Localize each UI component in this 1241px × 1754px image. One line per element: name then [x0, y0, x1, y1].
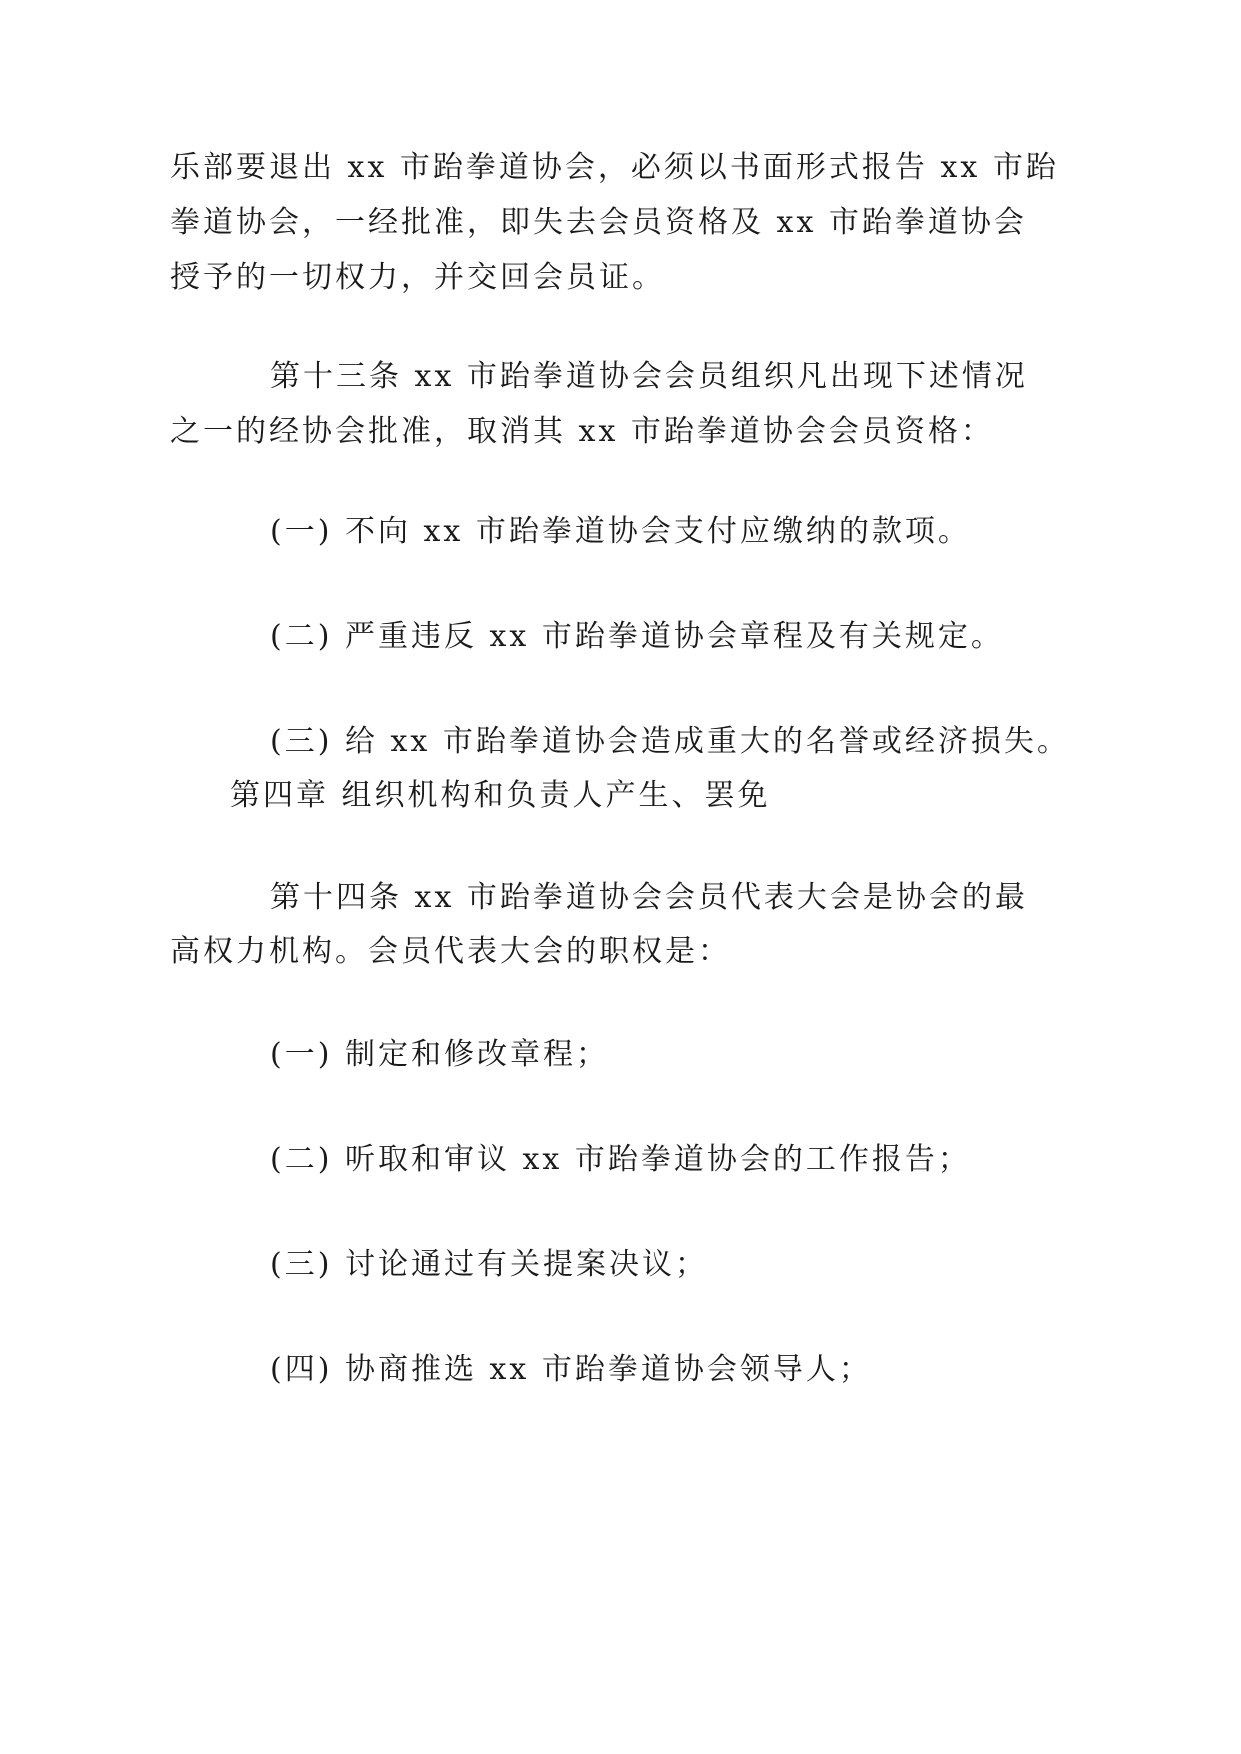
list-item: (一) 制定和修改章程； — [270, 1037, 609, 1072]
list-item: (四) 协商推选 xx 市跆拳道协会领导人； — [270, 1352, 872, 1387]
list-item: (一) 不向 xx 市跆拳道协会支付应缴纳的款项。 — [270, 514, 971, 549]
paragraph-line: 授予的一切权力，并交回会员证。 — [170, 260, 665, 295]
article-13-line: 第十三条 xx 市跆拳道协会会员组织凡出现下述情况 — [270, 359, 1028, 394]
list-item: (三) 给 xx 市跆拳道协会造成重大的名誉或经济损失。 — [270, 724, 1070, 759]
paragraph-line: 乐部要退出 xx 市跆拳道协会，必须以书面形式报告 xx 市跆 — [170, 150, 1059, 185]
list-item: (二) 严重违反 xx 市跆拳道协会章程及有关规定。 — [270, 619, 1004, 654]
list-item: (三) 讨论通过有关提案决议； — [270, 1247, 708, 1282]
article-13-line: 之一的经协会批准，取消其 xx 市跆拳道协会会员资格： — [170, 414, 994, 449]
chapter-heading: 第四章 组织机构和负责人产生、罢免 — [230, 778, 771, 813]
list-item: (二) 听取和审议 xx 市跆拳道协会的工作报告； — [270, 1142, 971, 1177]
article-14-line: 高权力机构。会员代表大会的职权是： — [170, 934, 731, 969]
paragraph-line: 拳道协会，一经批准，即失去会员资格及 xx 市跆拳道协会 — [170, 205, 1027, 240]
article-14-line: 第十四条 xx 市跆拳道协会会员代表大会是协会的最 — [270, 880, 1028, 915]
